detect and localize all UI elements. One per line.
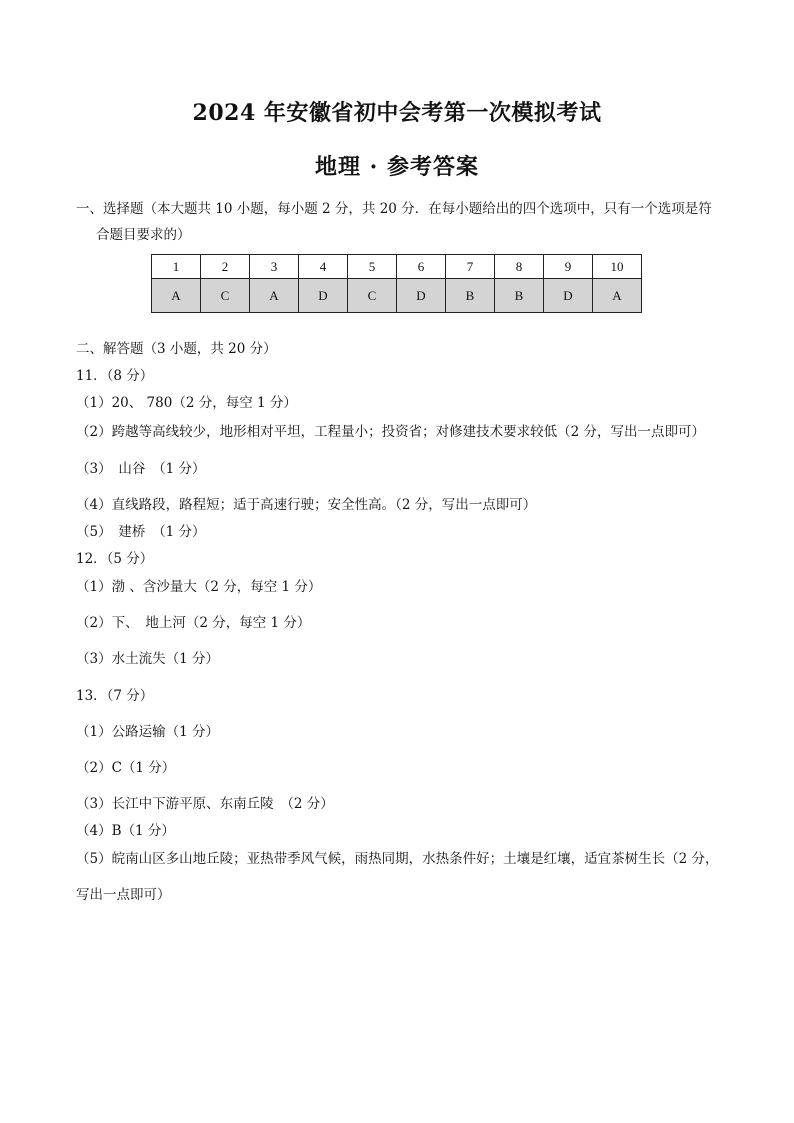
- question-number-cell: 8: [495, 255, 544, 279]
- q12-label: 12．（5 分）: [76, 551, 154, 567]
- q11-answer-5: （5） 建桥 （1 分）: [76, 524, 206, 540]
- q13-answer-3: （3）长江中下游平原、东南丘陵 （2 分）: [76, 796, 334, 812]
- answer-cell: A: [593, 279, 642, 313]
- q11-answer-4: （4）直线路段，路程短；适于高速行驶；安全性高。（2 分，写出一点即可）: [76, 497, 537, 513]
- section1-heading: 一、选择题（本大题共 10 小题，每小题 2 分，共 20 分．在每小题给出的四个选项中，只有一个选项是符: [76, 201, 712, 217]
- answer-table-number-row: [152, 255, 642, 279]
- q13-answer-5: （5）皖南山区多山地丘陵；亚热带季风气候，雨热同期，水热条件好；土壤是红壤，适宜茶树生长（2 分，: [76, 851, 719, 867]
- answer-cell: D: [544, 279, 593, 313]
- answer-table-answer-row: [152, 279, 642, 313]
- q12-answer-2: （2）下、 地上河（2 分，每空 1 分）: [76, 615, 311, 631]
- q13-answer-5-cont: 写出一点即可）: [76, 887, 171, 903]
- answer-cell: C: [201, 279, 250, 313]
- answer-table: [151, 254, 642, 313]
- q13-answer-2: （2）C（1 分）: [76, 760, 176, 776]
- question-number-cell: 3: [250, 255, 299, 279]
- q11-answer-1: （1）20、 780（2 分，每空 1 分）: [76, 395, 297, 411]
- page-subtitle: 地理 · 参考答案: [315, 154, 479, 180]
- q12-answer-3: （3）水土流失（1 分）: [76, 651, 219, 667]
- answer-cell: A: [250, 279, 299, 313]
- answer-cell: D: [299, 279, 348, 313]
- answer-cell: D: [397, 279, 446, 313]
- question-number-cell: 1: [152, 255, 201, 279]
- q11-answer-3: （3） 山谷 （1 分）: [76, 461, 206, 477]
- answer-cell: A: [152, 279, 201, 313]
- question-number-cell: 6: [397, 255, 446, 279]
- section2-heading: 二、解答题（3 小题，共 20 分）: [76, 341, 277, 357]
- question-number-cell: 9: [544, 255, 593, 279]
- question-number-cell: 2: [201, 255, 250, 279]
- q13-label: 13．（7 分）: [76, 688, 154, 704]
- answer-cell: C: [348, 279, 397, 313]
- question-number-cell: 7: [446, 255, 495, 279]
- section1-heading-cont: 合题目要求的）: [96, 227, 191, 243]
- question-number-cell: 5: [348, 255, 397, 279]
- question-number-cell: 4: [299, 255, 348, 279]
- answer-cell: B: [495, 279, 544, 313]
- question-number-cell: 10: [593, 255, 642, 279]
- page-title: 2024 年安徽省初中会考第一次模拟考试: [192, 100, 602, 126]
- q12-answer-1: （1）渤 、含沙量大（2 分，每空 1 分）: [76, 579, 322, 595]
- q11-answer-2: （2）跨越等高线较少，地形相对平坦，工程量小；投资省；对修建技术要求较低（2 分，写出一点即可）: [76, 424, 705, 440]
- q13-answer-4: （4）B（1 分）: [76, 823, 175, 839]
- answer-cell: B: [446, 279, 495, 313]
- q13-answer-1: （1）公路运输（1 分）: [76, 724, 219, 740]
- q11-label: 11．（8 分）: [76, 368, 154, 384]
